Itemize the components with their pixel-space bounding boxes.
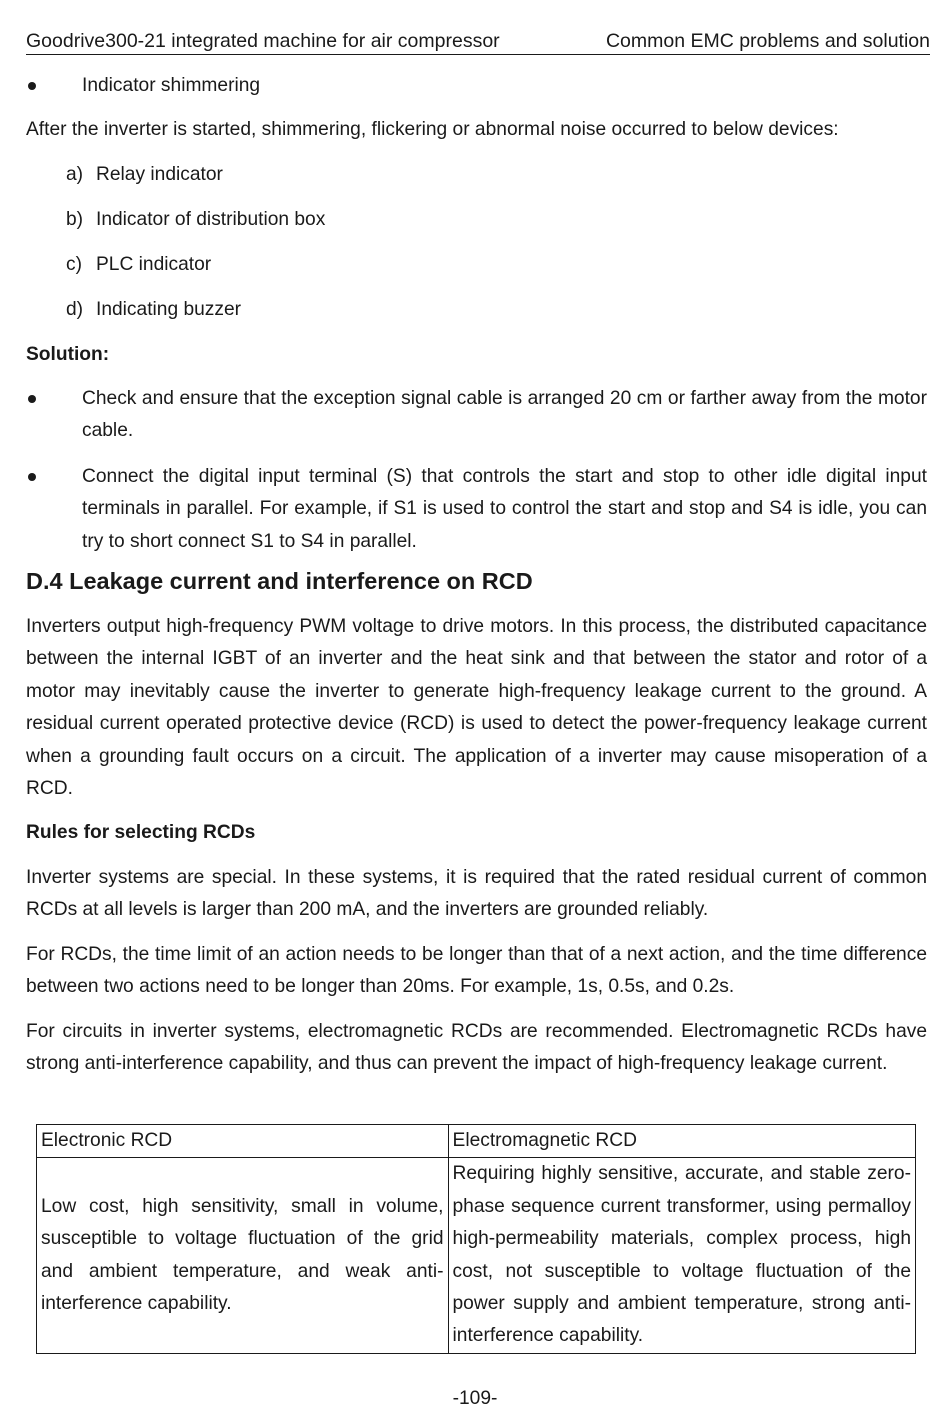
list-item (66, 294, 241, 326)
bullet-text: Indicator shimmering (82, 75, 261, 96)
paragraph-rated-current: Inverter systems are special. In these systems, it is required that the rated residual current of common RCDs at all levels is larger than 200 mA, and the inverters are grounded reliably. (26, 867, 927, 921)
paragraph-time-limit: For RCDs, the time limit of an action needs to be longer than that of a next action, and the time difference between two actions need to be longer than 20ms. For example, 1s, 0.5s, and 0.2s. (26, 944, 927, 998)
subheading-rules: Rules for selecting RCDs (26, 822, 256, 843)
page-header (26, 28, 930, 55)
header-document-title: Goodrive300-21 integrated machine for air compressor (26, 30, 500, 52)
list-item (66, 159, 223, 191)
table-cell: Requiring highly sensitive, accurate, and stable zero-phase sequence current transformer, using permalloy high-permeability materials, complex process, high cost, not susceptible to voltage fluctuation of the power supply and ambient temperature, strong anti- interference capability. (448, 1158, 915, 1353)
bullet-dot-icon (28, 473, 36, 481)
list-item (66, 249, 211, 281)
section-heading: D.4 Leakage current and interference on RCD (26, 568, 533, 594)
table-header-cell: Electromagnetic RCD (448, 1125, 915, 1158)
list-marker: b) (66, 209, 84, 230)
page-number: -109- (452, 1388, 498, 1409)
list-marker: c) (66, 254, 82, 275)
list-marker: d) (66, 299, 84, 320)
table-row (37, 1158, 916, 1353)
paragraph-leakage-current: Inverters output high-frequency PWM voltage to drive motors. In this process, the distributed capacitance between the internal IGBT of an inverter and the heat sink and that between the stator and rotor of a motor may inevitably cause the inverter to generate high-frequency leakage current to the ground. A residual current operated protective device (RCD) is used to detect the power-frequency leakage current when a grounding fault occurs on a circuit. The application of a inverter may cause misoperation of a RCD. (26, 616, 927, 800)
solution-text: Connect the digital input terminal (S) that controls the start and stop to other idle digital input terminals in parallel. For example, if S1 is used to control the start and stop and S4 is idle, you can try to short connect S1 to S4 in parallel. (82, 466, 927, 552)
list-item (66, 204, 325, 236)
paragraph-electromagnetic: For circuits in inverter systems, electromagnetic RCDs are recommended. Electromagnetic RCDs have strong anti-interference capability, and thus can prevent the impact of high-frequency leakage current. (26, 1021, 927, 1075)
solution-label: Solution: (26, 344, 110, 365)
list-item-text: Relay indicator (96, 164, 223, 185)
header-chapter-title: Common EMC problems and solution (605, 30, 930, 52)
rcd-comparison-table (36, 1124, 916, 1354)
solution-text: Check and ensure that the exception signal cable is arranged 20 cm or farther away from the motor cable. (82, 388, 927, 442)
list-item-text: Indicator of distribution box (96, 209, 326, 230)
table-header-cell: Electronic RCD (37, 1125, 449, 1158)
list-marker: a) (66, 164, 84, 185)
list-item-text: PLC indicator (96, 254, 212, 275)
intro-paragraph: After the inverter is started, shimmering, flickering or abnormal noise occurred to below devices: (26, 119, 839, 140)
bullet-dot-icon (28, 395, 36, 403)
table-cell: Low cost, high sensitivity, small in volume, susceptible to voltage fluctuation of the grid and ambient temperature, and weak anti-interference capability. (37, 1158, 449, 1353)
bullet-dot-icon (28, 82, 36, 90)
list-item-text: Indicating buzzer (96, 299, 242, 320)
table-header-row (37, 1125, 916, 1158)
